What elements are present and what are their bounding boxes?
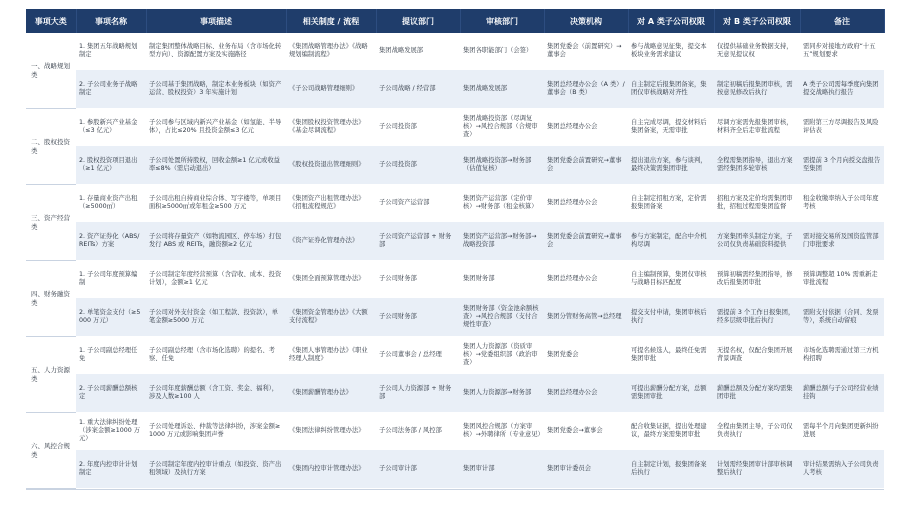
- proposer-cell: 子公司人力资源部 + 财务部: [376, 374, 460, 413]
- decision-body-cell: 集团审计委员会: [544, 450, 628, 489]
- a-class-authority-cell: 参与战略意见征集，提交本板块业务需求建议: [628, 33, 714, 70]
- remarks-cell: 需每半个月向集团更新纠纷进展: [800, 413, 884, 450]
- table-row: [26, 185, 884, 222]
- proposer-cell: 集团战略发展部: [376, 33, 460, 70]
- description-cell: 子公司副总经理（含市场化选聘）的提名、考察、任免: [146, 337, 286, 374]
- table-row: [26, 261, 884, 298]
- item-name-cell: 2. 子公司薪酬总额核定: [76, 374, 146, 413]
- b-class-authority-cell: 需提前 3 个工作日报集团，经多层级审批后执行: [714, 298, 800, 337]
- description-cell: 子公司将存量资产（如物流园区、停车场）打包发行 ABS 或 REITs，融资额≥2 亿元: [146, 222, 286, 261]
- b-class-authority-cell: 预算初稿需经集团指导，修改后报集团审批: [714, 261, 800, 298]
- header-reviewer: 审核部门: [460, 9, 544, 33]
- description-cell: 子公司对外支付资金（如工程款、投资款），单笔金额≥5000 万元: [146, 298, 286, 337]
- decision-body-cell: 集团总经理办公会: [544, 261, 628, 298]
- table-bottom-rule: [26, 489, 884, 490]
- table-row: [26, 298, 884, 337]
- remarks-cell: 需提前 3 个月向授交盘报告至集团: [800, 146, 884, 185]
- item-name-cell: 2. 股权投资项目退出（≥1 亿元）: [76, 146, 146, 185]
- item-name-cell: 1. 子公司年度预算编制: [76, 261, 146, 298]
- reviewer-cell: 集团财务部（资金池余额核查）→风控合规部（支付合规性审查）: [460, 298, 544, 337]
- header-proposer: 提议部门: [376, 9, 460, 33]
- b-class-authority-cell: 无提名权，仅配合集团开展背景调查: [714, 337, 800, 374]
- table-header-row: [26, 9, 884, 33]
- header-policy: 相关制度 / 流程: [286, 9, 376, 33]
- reviewer-cell: 集团风控合规部（方案审核）→外聘律所（专业意见）: [460, 413, 544, 450]
- reviewer-cell: 集团人力资源部（资质审核）→党委组织部（政治审查）: [460, 337, 544, 374]
- a-class-authority-cell: 自主制定招租方案，定价需报集团备案: [628, 185, 714, 222]
- item-name-cell: 2. 年度内控审计计划制定: [76, 450, 146, 489]
- remarks-cell: 预算调整超 10% 需重新走审批流程: [800, 261, 884, 298]
- description-cell: 制定集团整体战略目标、业务布局（含市场化转型方向）、资源配置方案及实施路径: [146, 33, 286, 70]
- policy-cell: 《子公司战略管理细则》: [286, 70, 376, 109]
- description-cell: 子公司年度薪酬总额（含工资、奖金、福利），涉及人数≥100 人: [146, 374, 286, 413]
- description-cell: 子公司处置所持股权，回收金额≥1 亿元或收益率≤8%（需启动退出）: [146, 146, 286, 185]
- item-name-cell: 1. 子公司副总经理任免: [76, 337, 146, 374]
- a-class-authority-cell: 自主制定计划，报集团备案后执行: [628, 450, 714, 489]
- a-class-authority-cell: 参与方案制定，配合中介机构尽调: [628, 222, 714, 261]
- decision-body-cell: 集团党委会前置研究→董事会: [544, 222, 628, 261]
- table-row: [26, 70, 884, 109]
- authority-matrix-table: [26, 9, 885, 489]
- policy-cell: 《集团全面预算管理办法》: [286, 261, 376, 298]
- policy-cell: 《集团资金管理办法》《大额支付流程》: [286, 298, 376, 337]
- description-cell: 子公司出租自持商业综合体、写字楼等，单项目面积≥5000㎡或年租金≥500 万元: [146, 185, 286, 222]
- description-cell: 子公司基于集团战略，制定本业务板块（如资产运营、股权投资）3 年实施计划: [146, 70, 286, 109]
- b-class-authority-cell: 尽调方案需先报集团审核，材料齐全后走审批流程: [714, 109, 800, 146]
- remarks-cell: 需附支付依据（合同、发票等），系统自动留痕: [800, 298, 884, 337]
- proposer-cell: 子公司资产运营部 + 财务部: [376, 222, 460, 261]
- proposer-cell: 子公司法务部 / 风控部: [376, 413, 460, 450]
- remarks-cell: 薪酬总额与子公司经营业绩挂钩: [800, 374, 884, 413]
- header-description: 事项描述: [146, 9, 286, 33]
- b-class-authority-cell: 仅提供基础业务数据支持，无意见提议权: [714, 33, 800, 70]
- policy-cell: 《集团内控审计管理办法》: [286, 450, 376, 489]
- policy-cell: 《集团战略管理办法》《战略规划编制流程》: [286, 33, 376, 70]
- category-cell: 四、财务融资类: [26, 261, 76, 337]
- reviewer-cell: 集团各职能部门（会签）: [460, 33, 544, 70]
- b-class-authority-cell: 全程需集团指导，退出方案需经集团多轮审核: [714, 146, 800, 185]
- item-name-cell: 2. 子公司业务子战略制定: [76, 70, 146, 109]
- proposer-cell: 子公司财务部: [376, 261, 460, 298]
- remarks-cell: 需同步对接地方政府“十五五”规划要求: [800, 33, 884, 70]
- description-cell: 子公司制定年度经营预算（含营收、成本、投资计划），金额≥1 亿元: [146, 261, 286, 298]
- proposer-cell: 子公司董事会 / 总经理: [376, 337, 460, 374]
- decision-body-cell: 集团党委会: [544, 337, 628, 374]
- category-cell: 三、资产经营类: [26, 185, 76, 261]
- category-cell: 六、风控合规类: [26, 413, 76, 489]
- table-row: [26, 109, 884, 146]
- reviewer-cell: 集团资产运营部（定价审核）→财务部（租金核算）: [460, 185, 544, 222]
- reviewer-cell: 集团财务部: [460, 261, 544, 298]
- a-class-authority-cell: 可提名候选人，最终任免需集团审批: [628, 337, 714, 374]
- header-a-class-authority: 对 A 类子公司权限: [628, 9, 714, 33]
- category-cell: 五、人力资源类: [26, 337, 76, 413]
- proposer-cell: 子公司投资部: [376, 109, 460, 146]
- item-name-cell: 1. 存量商业资产出租（≥5000㎡）: [76, 185, 146, 222]
- policy-cell: 《股权投资退出管理细则》: [286, 146, 376, 185]
- remarks-cell: 需对接交易所及国资监管部门审批要求: [800, 222, 884, 261]
- reviewer-cell: 集团战略投资部→财务部（估值复核）: [460, 146, 544, 185]
- table-row: [26, 222, 884, 261]
- policy-cell: 《集团人事管理办法》《职业经理人制度》: [286, 337, 376, 374]
- description-cell: 子公司参与区域内新兴产业基金（如氢能、半导体），占比≤20% 且投资金额≤3 亿元: [146, 109, 286, 146]
- decision-body-cell: 集团总经理办公会: [544, 185, 628, 222]
- table-row: [26, 146, 884, 185]
- decision-body-cell: 集团总经理办公会: [544, 109, 628, 146]
- proposer-cell: 子公司投资部: [376, 146, 460, 185]
- proposer-cell: 子公司战略 / 经营部: [376, 70, 460, 109]
- a-class-authority-cell: 自主编制预算，集团仅审核与战略目标匹配度: [628, 261, 714, 298]
- decision-body-cell: 集团总经理办公会（A 类）/ 董事会（B 类）: [544, 70, 628, 109]
- table-row: [26, 413, 884, 450]
- remarks-cell: 市场化选聘需通过第三方机构招聘: [800, 337, 884, 374]
- item-name-cell: 1. 集团五年战略规划制定: [76, 33, 146, 70]
- policy-cell: 《集团股权投资管理办法》《基金尽调流程》: [286, 109, 376, 146]
- reviewer-cell: 集团战略投资部（尽调复核）→风控合规部（合规审查）: [460, 109, 544, 146]
- decision-body-cell: 集团分管财务高管→总经理: [544, 298, 628, 337]
- reviewer-cell: 集团资产运营部→财务部→战略投资部: [460, 222, 544, 261]
- item-name-cell: 1. 重大法律纠纷处理（涉案金额≥1000 万元）: [76, 413, 146, 450]
- description-cell: 子公司制定年度内控审计重点（如投资、资产出租领域）及执行方案: [146, 450, 286, 489]
- table-row: [26, 450, 884, 489]
- b-class-authority-cell: 方案集团牵头制定方案，子公司仅负责基础资料提供: [714, 222, 800, 261]
- b-class-authority-cell: 薪酬总额及分配方案均需集团审批: [714, 374, 800, 413]
- a-class-authority-cell: 提出退出方案，参与谈判，最终决策需集团审批: [628, 146, 714, 185]
- decision-body-cell: 集团总经理办公会: [544, 374, 628, 413]
- b-class-authority-cell: 制定初稿后报集团审核，需按意见修改后执行: [714, 70, 800, 109]
- decision-body-cell: 集团党委会前置研究→董事会: [544, 146, 628, 185]
- policy-cell: 《集团薪酬管理办法》: [286, 374, 376, 413]
- header-b-class-authority: 对 B 类子公司权限: [714, 9, 800, 33]
- proposer-cell: 子公司财务部: [376, 298, 460, 337]
- authority-matrix: [26, 9, 884, 490]
- header-remarks: 备注: [800, 9, 884, 33]
- remarks-cell: 需附第三方尽调报告及风险评估表: [800, 109, 884, 146]
- table-row: [26, 33, 884, 70]
- table-row: [26, 337, 884, 374]
- policy-cell: 《集团资产出租管理办法》《招租流程规范》: [286, 185, 376, 222]
- reviewer-cell: 集团审计部: [460, 450, 544, 489]
- category-cell: 二、股权投资类: [26, 109, 76, 185]
- table-row: [26, 374, 884, 413]
- reviewer-cell: 集团战略发展部: [460, 70, 544, 109]
- b-class-authority-cell: 招租方案及定价均需集团审批，招租过程需集团监督: [714, 185, 800, 222]
- a-class-authority-cell: 提交支付申请，集团审核后执行: [628, 298, 714, 337]
- reviewer-cell: 集团人力资源部→财务部: [460, 374, 544, 413]
- proposer-cell: 子公司审计部: [376, 450, 460, 489]
- remarks-cell: 租金收缴率纳入子公司年度考核: [800, 185, 884, 222]
- a-class-authority-cell: 可提出薪酬分配方案，总额需集团审批: [628, 374, 714, 413]
- remarks-cell: 审计结果需纳入子公司负责人考核: [800, 450, 884, 489]
- policy-cell: 《集团法律纠纷管理办法》: [286, 413, 376, 450]
- policy-cell: 《资产证券化管理办法》: [286, 222, 376, 261]
- description-cell: 子公司处理诉讼、仲裁等法律纠纷，涉案金额≥1000 万元或影响集团声誉: [146, 413, 286, 450]
- a-class-authority-cell: 自主完成尽调，提交材料后集团备案，无需审批: [628, 109, 714, 146]
- item-name-cell: 1. 参股新兴产业基金（≤3 亿元）: [76, 109, 146, 146]
- a-class-authority-cell: 配合收集证据，提出处理建议，最终方案需集团审批: [628, 413, 714, 450]
- remarks-cell: A 类子公司需每季度向集团提交战略执行报告: [800, 70, 884, 109]
- proposer-cell: 子公司资产运营部: [376, 185, 460, 222]
- header-category: 事项大类: [26, 9, 76, 33]
- decision-body-cell: 集团党委会→董事会: [544, 413, 628, 450]
- a-class-authority-cell: 自主制定后报集团备案，集团仅审核战略对齐性: [628, 70, 714, 109]
- category-cell: 一、战略规划类: [26, 33, 76, 109]
- b-class-authority-cell: 全程由集团主导，子公司仅负责执行: [714, 413, 800, 450]
- item-name-cell: 2. 资产证券化（ABS/REITs）方案: [76, 222, 146, 261]
- header-item-name: 事项名称: [76, 9, 146, 33]
- decision-body-cell: 集团党委会（前置研究）→董事会: [544, 33, 628, 70]
- item-name-cell: 2. 单笔资金支付（≥5000 万元）: [76, 298, 146, 337]
- header-decision-body: 决策机构: [544, 9, 628, 33]
- b-class-authority-cell: 计划需经集团审计部审核调整后执行: [714, 450, 800, 489]
